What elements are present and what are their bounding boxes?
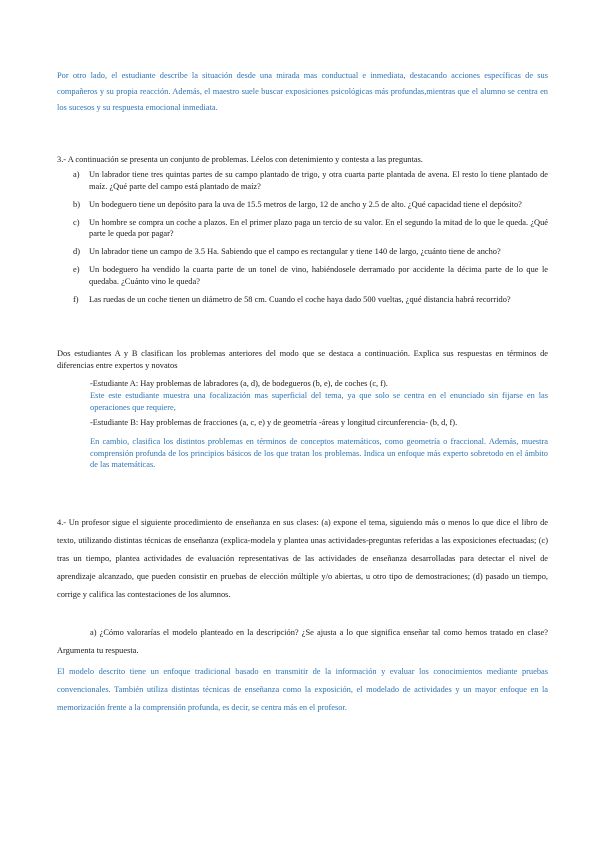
problem-item-a	[57, 169, 548, 192]
problem-label: a)	[73, 170, 80, 179]
problem-text: Un labrador tiene tres quintas partes de su campo plantado de trigo, y otra cuarta parte plantada de avena. El resto lo tiene plantado de maíz. ¿Qué parte del campo está plantado de maíz?	[89, 170, 548, 191]
problem-item-e	[57, 264, 548, 287]
problem-label: e)	[73, 265, 80, 274]
problem-text: Las ruedas de un coche tienen un diámetro de 58 cm. Cuando el coche haya dado 500 vueltas, ¿qué distancia habrá recorrido?	[89, 294, 511, 304]
problem-item-f	[57, 294, 548, 306]
problem-text: Un bodeguero ha vendido la cuarta parte de un tonel de vino, habiéndosele derramado por accidente la décima parte de lo que le quedaba. ¿Cuánto vino le queda?	[89, 265, 548, 286]
section-3-title: 3.- A continuación se presenta un conjunto de problemas. Léelos con detenimiento y contesta a las preguntas.	[57, 155, 423, 164]
problem-item-c	[57, 217, 548, 240]
problem-label: c)	[73, 217, 80, 227]
problem-text: Un bodeguero tiene un depósito para la uva de 15.5 metros de largo, 12 de ancho y 2.5 de alto. ¿Qué capacidad tiene el depósito?	[89, 199, 522, 209]
section-4-answer: El modelo descrito tiene un enfoque tradicional basado en transmitir de la información y evaluar los conocimientos mediante pruebas convencionales. También utiliza distintas técnicas de enseñanza como la exposición, el modelado de actividades y un mayor enfoque en la memorización frente a la comprensión profunda, es decir, se centra más en el profesor.	[57, 667, 548, 712]
section-4-text: 4.- Un profesor sigue el siguiente procedimiento de enseñanza en sus clases: (a) expone el tema, siguiendo más o menos lo que dice el libro de texto, utilizando distintas técnicas de enseñanza (explica-modela y plantea unas actividades-preguntas referidas a las exposiciones efectuadas; (c) tras un tiempo, plantea actividades de evaluación representativas de las actividades de enseñanza desarrolladas para detectar el nivel de aprendizaje alcanzado, que pueden consistir en pruebas de elección múltiple y/o abiertas, u otro tipo de demostraciones; (d) pasado un tiempo, corrige y califica las contestaciones de los alumnos.	[57, 518, 548, 599]
problem-list	[57, 169, 548, 312]
problem-label: f)	[73, 294, 79, 304]
section-3-intro: Dos estudiantes A y B clasifican los problemas anteriores del modo que se destaca a continuación. Explica sus respuestas en términos de diferencias entre expertos y novatos	[57, 349, 548, 370]
top-answer-paragraph: Por otro lado, el estudiante describe la situación desde una mirada mas conductual e inmediata, destacando acciones específicas de sus compañeros y su propia reacción. Además, el maestro suele buscar exposiciones psicológicas más profundas,mientras que el alumno se centra en los sucesos y su respuesta emocional inmediata.	[57, 71, 548, 112]
student-a-text: -Estudiante A: Hay problemas de labradores (a, d), de bodegueros (b, e), de coches (c, f).	[90, 379, 388, 388]
problem-label: d)	[73, 247, 80, 256]
problem-text: Un hombre se compra un coche a plazos. En el primer plazo paga un tercio de su valor. En el segundo la mitad de lo que le queda. ¿Qué parte le queda por pagar?	[89, 217, 548, 238]
problem-text: Un labrador tiene un campo de 3.5 Ha. Sabiendo que el campo es rectangular y tiene 140 de largo, ¿cuánto tiene de ancho?	[89, 247, 501, 256]
section-4-question-a: a) ¿Cómo valorarías el modelo planteado en la descripción? ¿Se ajusta a lo que significa enseñar tal como hemos tratado en clase? Argumenta tu respuesta.	[57, 628, 548, 655]
student-b-text: -Estudiante B: Hay problemas de fracciones (a, c, e) y de geometría -áreas y longitud circunferencia- (b, d, f).	[90, 418, 458, 427]
problem-label: b)	[73, 199, 80, 209]
student-b-answer: En cambio, clasifica los distintos problemas en términos de conceptos matemáticos, como geometría o fraccional. Además, muestra comprensión profunda de los principios básicos de los que tratan los problemas. Indica un enfoque más experto sobretodo en el ámbito de las matemáticas.	[90, 437, 548, 469]
problem-item-d	[57, 246, 548, 258]
student-a-answer: Este este estudiante muestra una focalización mas superficial del tema, ya que solo se centra en el enunciado sin fijarse en las operaciones que requiere,	[90, 391, 548, 412]
problem-item-b	[57, 199, 548, 211]
